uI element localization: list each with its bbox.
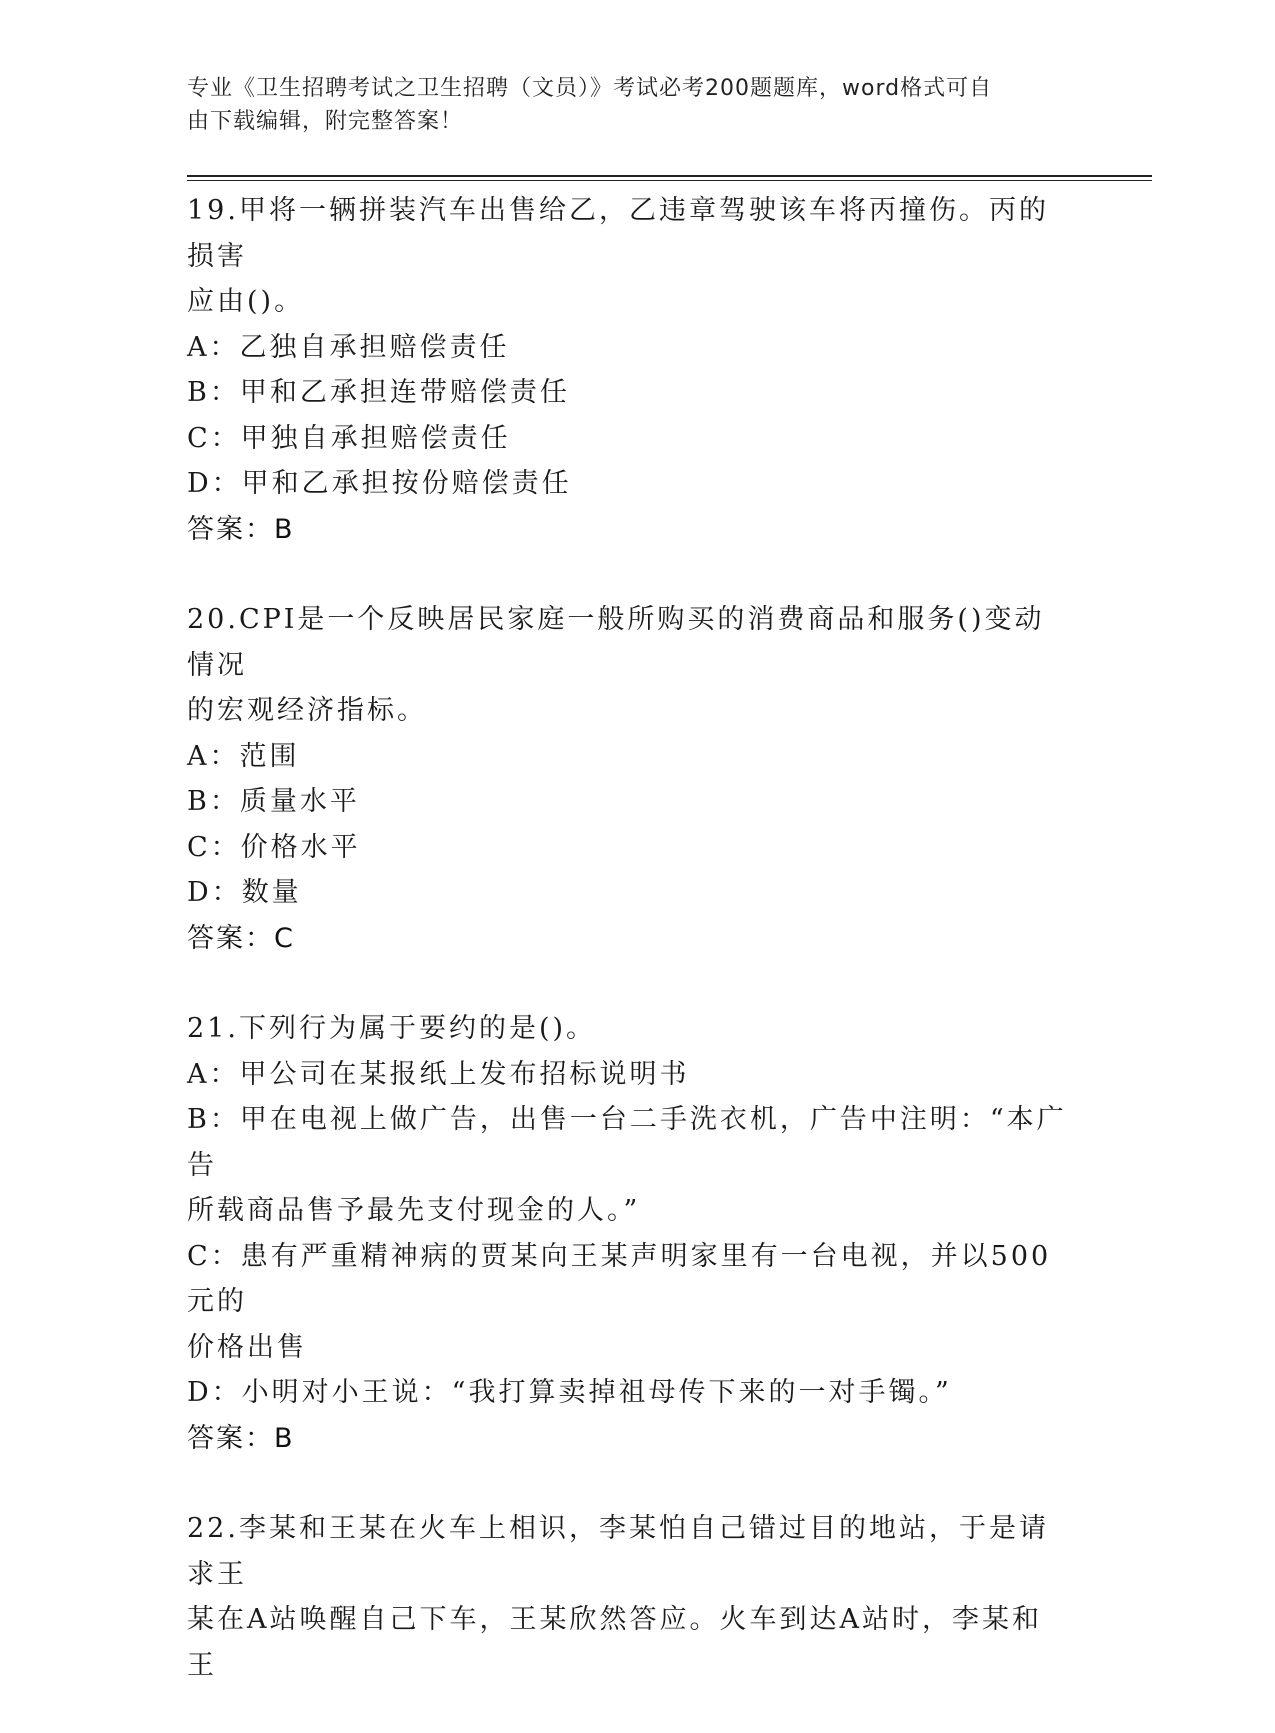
- question-list: [187, 188, 1067, 1733]
- option-b-continued: 所载商品售予最先支付现金的人。”: [187, 1195, 641, 1226]
- answer-label: 答案：C: [187, 922, 295, 954]
- question-stem: 21.下列行为属于要约的是()。: [187, 1013, 597, 1044]
- header-divider-thin: [187, 180, 1152, 181]
- question-stem: 的宏观经济指标。: [187, 695, 427, 726]
- option-c: C：甲独自承担赔偿责任: [187, 422, 511, 454]
- option-a: A：乙独自承担赔偿责任: [187, 331, 510, 363]
- question-stem: 20.CPI是一个反映居民家庭一般所购买的消费商品和服务()变动情况: [187, 604, 1045, 681]
- question-21: [187, 1006, 1067, 1461]
- question-stem: 应由()。: [187, 286, 305, 317]
- option-a: A：甲公司在某报纸上发布招标说明书: [187, 1058, 690, 1090]
- option-d: D：小明对小王说：“我打算卖掉祖母传下来的一对手镯。”: [187, 1377, 952, 1408]
- question-19: [187, 188, 1067, 552]
- option-a: A：范围: [187, 740, 300, 772]
- header-line-2: 由下载编辑，附完整答案！: [187, 109, 464, 134]
- question-20: [187, 597, 1067, 961]
- answer-label: 答案：B: [187, 1422, 295, 1454]
- question-22: [187, 1506, 1067, 1688]
- question-stem: 22.李某和王某在火车上相识，李某怕自己错过目的地站，于是请求王: [187, 1513, 1049, 1590]
- question-stem: 19.甲将一辆拼装汽车出售给乙，乙违章驾驶该车将丙撞伤。丙的损害: [187, 195, 1049, 272]
- option-b: B：质量水平: [187, 786, 360, 817]
- option-c: C：价格水平: [187, 831, 361, 863]
- option-d: D：甲和乙承担按份赔偿责任: [187, 468, 572, 499]
- document-header: [187, 72, 1067, 138]
- option-d: D：数量: [187, 877, 302, 908]
- header-line-1: 专业《卫生招聘考试之卫生招聘（文员）》考试必考200题题库，word格式可自: [187, 76, 993, 101]
- question-stem: 某在A站唤醒自己下车，王某欣然答应。火车到达A站时，李某和王: [187, 1604, 1042, 1681]
- header-divider: [187, 175, 1152, 177]
- option-c-continued: 价格出售: [187, 1331, 307, 1363]
- option-c: C：患有严重精神病的贾某向王某声明家里有一台电视，并以500元的: [187, 1240, 1052, 1317]
- option-b: B：甲在电视上做广告，出售一台二手洗衣机，广告中注明：“本广告: [187, 1104, 1067, 1181]
- option-b: B：甲和乙承担连带赔偿责任: [187, 377, 570, 408]
- answer-label: 答案：B: [187, 513, 295, 545]
